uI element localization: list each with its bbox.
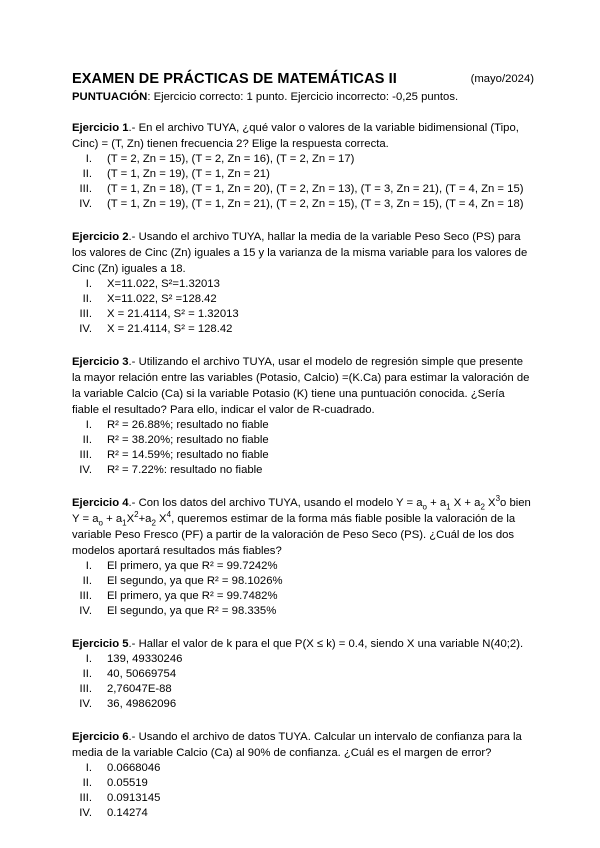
exercise-5-statement: [72, 636, 532, 652]
option-text: El primero, ya que R² = 99.7242%: [107, 560, 278, 572]
scoring-label: PUNTUACIÓN: [72, 91, 148, 103]
option-item: [72, 559, 532, 574]
option-number: II.: [82, 575, 92, 587]
option-item: [72, 667, 532, 682]
exercise-5: [72, 636, 532, 712]
option-number: III.: [79, 792, 92, 804]
scoring-text: : Ejercicio correcto: 1 punto. Ejercicio incorrecto: -0,25 puntos.: [147, 91, 459, 103]
option-text: 0.05519: [107, 777, 148, 789]
option-text: (T = 1, Zn = 18), (T = 1, Zn = 20), (T = 2, Zn = 13), (T = 3, Zn = 21), (T = 4, Zn = 15): [107, 183, 524, 195]
exercise-4-text: .- Con los datos del archivo TUYA, usando el modelo Y = a: [128, 497, 423, 509]
option-item: [72, 433, 532, 448]
exercise-3-statement: [72, 354, 532, 418]
option-item: [72, 197, 532, 212]
subscript: 2: [151, 518, 156, 528]
option-item: [72, 322, 532, 337]
header: [72, 70, 532, 88]
exam-date: (mayo/2024): [470, 73, 534, 85]
exercise-4-text: X: [126, 513, 135, 525]
option-item: [72, 776, 532, 791]
option-item: [72, 167, 532, 182]
option-number: III.: [79, 308, 92, 320]
exercise-6-text: .- Usando el archivo de datos TUYA. Calcular un intervalo de confianza para la media de la variable Calcio (Ca) al 90% de confianza. ¿Cuál es el margen de error?: [72, 731, 522, 759]
exercise-1-text: .- En el archivo TUYA, ¿qué valor o valores de la variable bidimensional (Tipo, Cinc) = (T, Zn) tienen frecuencia 2? Elige la respuesta correcta.: [72, 122, 519, 150]
option-number: IV.: [79, 605, 92, 617]
option-text: R² = 7.22%: resultado no fiable: [107, 464, 263, 476]
subscript: 1: [446, 502, 451, 512]
subscript: o: [422, 502, 427, 512]
subscript: o: [98, 518, 103, 528]
option-number: III.: [79, 183, 92, 195]
exercise-4-options: [72, 559, 532, 619]
option-text: (T = 2, Zn = 15), (T = 2, Zn = 16), (T = 2, Zn = 17): [107, 153, 355, 165]
exercise-1-label: Ejercicio 1: [72, 122, 129, 134]
superscript: 2: [134, 510, 139, 520]
option-item: [72, 791, 532, 806]
option-item: [72, 418, 532, 433]
exercise-2-label: Ejercicio 2: [72, 231, 129, 243]
exercise-1-statement: [72, 120, 532, 152]
option-text: X=11.022, S²=1.32013: [107, 278, 220, 290]
option-text: X=11.022, S² =128.42: [107, 293, 217, 305]
exercise-6-statement: [72, 729, 532, 761]
superscript: 3: [495, 494, 501, 504]
exercise-5-options: [72, 652, 532, 712]
superscript: 4: [166, 510, 172, 520]
exercise-4-text: X + a: [450, 497, 481, 509]
option-text: El segundo, ya que R² = 98.1026%: [107, 575, 283, 587]
exercise-2-text: .- Usando el archivo TUYA, hallar la media de la variable Peso Seco (PS) para los valores de Cinc (Zn) iguales a 15 y la varianza de la misma variable para los valores de Cinc (Zn) iguales a 18.: [72, 231, 528, 275]
option-text: 40, 50669754: [107, 668, 177, 680]
exercise-1: [72, 120, 532, 212]
option-item: [72, 682, 532, 697]
option-text: 0.14274: [107, 807, 148, 819]
scoring-line: [72, 91, 532, 103]
exercise-6: [72, 729, 532, 821]
option-item: [72, 292, 532, 307]
option-number: I.: [85, 762, 92, 774]
option-text: 139, 49330246: [107, 653, 183, 665]
option-number: III.: [79, 590, 92, 602]
option-number: I.: [85, 560, 92, 572]
exercise-3-options: [72, 418, 532, 478]
exercise-1-options: [72, 152, 532, 212]
option-number: I.: [85, 153, 92, 165]
option-text: X = 21.4114, S² = 1.32013: [107, 308, 239, 320]
option-number: IV.: [79, 464, 92, 476]
exercise-4-text: o bien Y = a: [72, 497, 531, 525]
exercise-4-text: + a: [426, 497, 447, 509]
option-item: [72, 652, 532, 667]
option-text: (T = 1, Zn = 19), (T = 1, Zn = 21): [107, 168, 270, 180]
option-number: II.: [82, 293, 92, 305]
exercise-4: [72, 495, 532, 619]
subscript: 2: [480, 502, 485, 512]
option-item: [72, 574, 532, 589]
option-number: III.: [79, 449, 92, 461]
option-item: [72, 589, 532, 604]
option-text: El segundo, ya que R² = 98.335%: [107, 605, 277, 617]
exercise-2-options: [72, 277, 532, 337]
exercise-3-label: Ejercicio 3: [72, 356, 129, 368]
option-text: (T = 1, Zn = 19), (T = 1, Zn = 21), (T = 2, Zn = 15), (T = 3, Zn = 15), (T = 4, Zn = 18): [107, 198, 524, 210]
option-text: R² = 38.20%; resultado no fiable: [107, 434, 269, 446]
option-item: [72, 761, 532, 776]
option-number: I.: [85, 653, 92, 665]
exercise-2-statement: [72, 229, 532, 277]
option-text: 2,76047E-88: [107, 683, 172, 695]
exercise-2: [72, 229, 532, 337]
option-number: II.: [82, 777, 92, 789]
option-text: El primero, ya que R² = 99.7482%: [107, 590, 278, 602]
option-item: [72, 448, 532, 463]
exercise-4-text: + a: [102, 513, 123, 525]
exercise-3: [72, 354, 532, 478]
option-number: II.: [82, 668, 92, 680]
exercise-5-text: .- Hallar el valor de k para el que P(X ≤ k) = 0.4, siendo X una variable N(40;2).: [128, 638, 524, 650]
option-number: II.: [82, 168, 92, 180]
option-text: X = 21.4114, S² = 128.42: [107, 323, 233, 335]
exercise-4-text: +a: [138, 513, 152, 525]
exam-title: EXAMEN DE PRÁCTICAS DE MATEMÁTICAS II: [72, 71, 397, 87]
exercise-3-text: .- Utilizando el archivo TUYA, usar el modelo de regresión simple que presente la mayor relación entre las variables (Potasio, Calcio) =(K.Ca) para estimar la valoración de la variable Calcio (Ca) si la variable Potasio (K) tiene una puntuación conocida. ¿Sería fiable el resultado? Para ello, indicar el valor de R-cuadrado.: [72, 356, 530, 416]
option-number: IV.: [79, 198, 92, 210]
option-text: 0.0668046: [107, 762, 161, 774]
exercise-4-text: X: [484, 497, 496, 509]
exam-page: [72, 70, 532, 821]
option-number: IV.: [79, 323, 92, 335]
subscript: 1: [122, 518, 127, 528]
option-number: I.: [85, 278, 92, 290]
exercise-4-statement: [72, 495, 532, 559]
option-number: IV.: [79, 807, 92, 819]
option-item: [72, 463, 532, 478]
exercise-4-label: Ejercicio 4: [72, 497, 129, 509]
exercise-6-options: [72, 761, 532, 821]
exercise-6-label: Ejercicio 6: [72, 731, 129, 743]
option-item: [72, 806, 532, 821]
option-item: [72, 182, 532, 197]
option-item: [72, 697, 532, 712]
option-number: IV.: [79, 698, 92, 710]
option-text: R² = 14.59%; resultado no fiable: [107, 449, 269, 461]
exercise-4-text: X: [155, 513, 167, 525]
exercise-5-label: Ejercicio 5: [72, 638, 129, 650]
option-text: 0.0913145: [107, 792, 161, 804]
option-number: II.: [82, 434, 92, 446]
option-text: R² = 26.88%; resultado no fiable: [107, 419, 269, 431]
option-item: [72, 604, 532, 619]
option-number: III.: [79, 683, 92, 695]
exercise-4-text: , queremos estimar de la forma más fiable posible la valoración de la variable Peso Fresco (PF) a partir de la valoración de Peso Seco (PS). ¿Cuál de los dos modelos aportará resultados más fiables?: [72, 513, 516, 557]
option-item: [72, 307, 532, 322]
option-item: [72, 277, 532, 292]
option-item: [72, 152, 532, 167]
option-text: 36, 49862096: [107, 698, 177, 710]
option-number: I.: [85, 419, 92, 431]
